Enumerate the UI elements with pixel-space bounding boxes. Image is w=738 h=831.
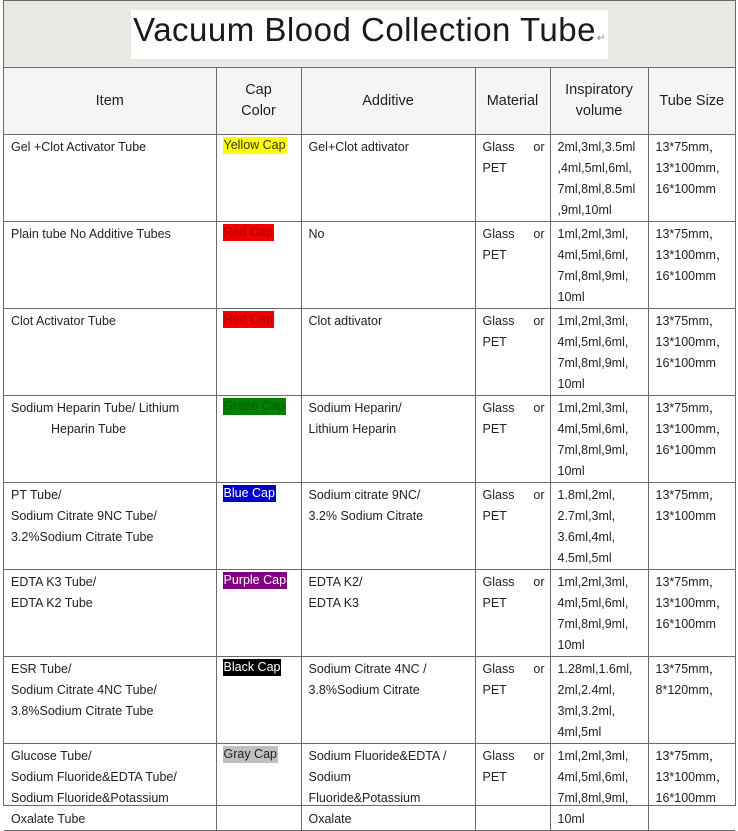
material-line: Glass <box>482 575 515 589</box>
cap-color-badge: Red Cap <box>223 225 273 239</box>
volume-cell-line: 7ml,8ml,9ml, <box>557 269 629 283</box>
cap-color-badge: Blue Cap <box>223 486 275 500</box>
material-line: PET <box>482 248 507 262</box>
material-line: or <box>533 227 545 241</box>
table-row <box>4 570 735 657</box>
additive-cell-line: Sodium Citrate 4NC / <box>308 662 427 676</box>
volume-cell-line: ,4ml,5ml,6ml, <box>557 161 632 175</box>
item-cell <box>4 309 216 396</box>
item-cell <box>4 222 216 309</box>
page-title-text: Vacuum Blood Collection Tube <box>133 10 596 48</box>
item-cell-line: Oxalate Tube <box>11 812 86 826</box>
product-table-sheet <box>3 0 736 826</box>
item-cell-line: ESR Tube/ <box>11 662 72 676</box>
tube-table <box>4 68 735 831</box>
material-cell <box>475 135 550 222</box>
volume-cell-line: 10ml <box>557 464 585 478</box>
material-cell <box>475 309 550 396</box>
item-cell-line: PT Tube/ <box>11 488 62 502</box>
header-additive: Additive <box>301 68 475 135</box>
additive-cell <box>301 483 475 570</box>
material-cell <box>475 483 550 570</box>
tube-size-cell-line: 13*75mm， <box>655 401 722 415</box>
item-cell-line: 3.8%Sodium Citrate Tube <box>11 704 154 718</box>
material-line: or <box>533 140 545 154</box>
volume-cell-line: 7ml,8ml,9ml, <box>557 791 629 805</box>
item-cell-line: 3.2%Sodium Citrate Tube <box>11 530 154 544</box>
tube-size-cell-line: 13*100mm， <box>655 248 729 262</box>
material-line: PET <box>482 509 507 523</box>
material-line: or <box>533 488 545 502</box>
volume-cell-line: 10ml <box>557 290 585 304</box>
additive-cell-line: EDTA K2/ <box>308 575 363 589</box>
volume-cell <box>550 309 648 396</box>
additive-cell-line: Oxalate <box>308 812 352 826</box>
table-row <box>4 483 735 570</box>
cap-color-cell <box>216 135 301 222</box>
material-line: Glass <box>482 401 515 415</box>
tube-size-cell-line: 16*100mm <box>655 443 716 457</box>
tube-size-cell-line: 16*100mm <box>655 791 716 805</box>
tube-size-cell-line: 13*100mm, <box>655 161 720 175</box>
item-cell-line: Sodium Fluoride&Potassium <box>11 791 169 805</box>
cap-color-cell <box>216 396 301 483</box>
tube-size-cell-line: 16*100mm <box>655 182 716 196</box>
cap-color-badge: Purple Cap <box>223 573 287 587</box>
tube-size-cell-line: 16*100mm <box>655 356 716 370</box>
material-line: or <box>533 749 545 763</box>
item-cell-line: EDTA K2 Tube <box>11 596 93 610</box>
volume-cell <box>550 135 648 222</box>
cap-color-badge: Gray Cap <box>223 747 277 761</box>
table-row <box>4 657 735 744</box>
additive-cell-line: Fluoride&Potassium <box>308 791 421 805</box>
cap-color-cell <box>216 657 301 744</box>
additive-cell-line: Sodium <box>308 770 351 784</box>
volume-cell-line: 7ml,8ml,9ml, <box>557 617 629 631</box>
volume-cell-line: 1ml,2ml,3ml, <box>557 401 629 415</box>
tube-size-cell-line: 16*100mm <box>655 617 716 631</box>
volume-cell-line: 4ml,5ml,6ml, <box>557 596 629 610</box>
item-cell-line: Sodium Fluoride&EDTA Tube/ <box>11 770 177 784</box>
material-cell <box>475 396 550 483</box>
item-cell-line: Glucose Tube/ <box>11 749 92 763</box>
material-line: PET <box>482 335 507 349</box>
tube-size-cell-line: 8*120mm， <box>655 683 722 697</box>
cap-color-cell <box>216 570 301 657</box>
tube-size-cell-line: 13*75mm， <box>655 488 722 502</box>
tube-size-cell-line: 13*100mm <box>655 509 716 523</box>
volume-cell <box>550 222 648 309</box>
volume-cell <box>550 657 648 744</box>
volume-cell-line: 4ml,5ml,6ml, <box>557 770 629 784</box>
additive-cell-line: Sodium Fluoride&EDTA / <box>308 749 447 763</box>
tube-size-cell-line: 13*100mm， <box>655 770 729 784</box>
volume-cell-line: 10ml <box>557 377 585 391</box>
cap-color-cell <box>216 744 301 831</box>
tube-size-cell <box>648 222 735 309</box>
additive-cell-line: Lithium Heparin <box>308 422 397 436</box>
tube-size-cell <box>648 396 735 483</box>
material-line: PET <box>482 770 507 784</box>
item-cell-line: Sodium Citrate 9NC Tube/ <box>11 509 157 523</box>
additive-cell-line: 3.2% Sodium Citrate <box>308 509 424 523</box>
volume-cell-line: 2ml,2.4ml, <box>557 683 616 697</box>
additive-cell-line: No <box>308 227 325 241</box>
material-line: Glass <box>482 488 515 502</box>
material-line: or <box>533 662 545 676</box>
material-line: PET <box>482 422 507 436</box>
additive-cell <box>301 570 475 657</box>
paragraph-mark-icon: ↵ <box>596 32 606 44</box>
item-cell <box>4 483 216 570</box>
material-line: Glass <box>482 314 515 328</box>
item-cell <box>4 744 216 831</box>
additive-cell-line: Sodium citrate 9NC/ <box>308 488 421 502</box>
volume-cell-line: 4ml,5ml,6ml, <box>557 248 629 262</box>
tube-size-cell-line: 13*100mm， <box>655 335 729 349</box>
tube-size-cell <box>648 744 735 831</box>
volume-cell-line: 3ml,3.2ml, <box>557 704 616 718</box>
header-volume: Inspiratory volume <box>550 68 648 135</box>
tube-size-cell-line: 13*100mm， <box>655 422 729 436</box>
material-cell <box>475 222 550 309</box>
tube-size-cell <box>648 135 735 222</box>
additive-cell <box>301 309 475 396</box>
volume-cell-line: 1ml,2ml,3ml, <box>557 749 629 763</box>
volume-cell-line: 7ml,8ml,9ml, <box>557 356 629 370</box>
volume-cell-line: 3.6ml,4ml, <box>557 530 616 544</box>
item-cell-line: Heparin Tube <box>51 422 127 436</box>
header-item: Item <box>4 68 216 135</box>
tube-size-cell-line: 16*100mm <box>655 269 716 283</box>
tube-size-cell-line: 13*75mm， <box>655 749 722 763</box>
volume-cell-line: 7ml,8ml,9ml, <box>557 443 629 457</box>
cap-color-cell <box>216 483 301 570</box>
item-cell-line: Sodium Heparin Tube/ Lithium <box>11 401 180 415</box>
additive-cell-line: EDTA K3 <box>308 596 359 610</box>
cap-color-badge: Green Cap <box>223 399 285 413</box>
table-header-row <box>4 68 735 135</box>
volume-cell-line: 2.7ml,3ml, <box>557 509 616 523</box>
additive-cell-line: Gel+Clot adtivator <box>308 140 409 154</box>
tube-size-cell <box>648 483 735 570</box>
material-line: or <box>533 575 545 589</box>
tube-size-cell-line: 13*100mm， <box>655 596 729 610</box>
material-line: Glass <box>482 227 515 241</box>
volume-cell-line: 10ml <box>557 638 585 652</box>
tube-size-cell-line: 13*75mm， <box>655 662 722 676</box>
cap-color-cell <box>216 222 301 309</box>
item-cell <box>4 657 216 744</box>
header-cap-color: Cap Color <box>216 68 301 135</box>
tube-size-cell-line: 13*75mm， <box>655 314 722 328</box>
material-line: PET <box>482 161 507 175</box>
volume-cell-line: 1ml,2ml,3ml, <box>557 314 629 328</box>
cap-color-badge: Red Cap <box>223 312 273 326</box>
additive-cell <box>301 222 475 309</box>
additive-cell-line: Sodium Heparin/ <box>308 401 402 415</box>
additive-cell <box>301 657 475 744</box>
material-line: Glass <box>482 749 515 763</box>
material-line: or <box>533 314 545 328</box>
volume-cell-line: 1.28ml,1.6ml, <box>557 662 633 676</box>
volume-cell <box>550 570 648 657</box>
additive-cell <box>301 744 475 831</box>
material-line: or <box>533 401 545 415</box>
table-row <box>4 744 735 831</box>
additive-cell-line: 3.8%Sodium Citrate <box>308 683 420 697</box>
tube-size-cell <box>648 570 735 657</box>
volume-cell-line: ,9ml,10ml <box>557 203 612 217</box>
table-row <box>4 222 735 309</box>
tube-size-cell-line: 13*75mm， <box>655 227 722 241</box>
additive-cell <box>301 396 475 483</box>
title-bar <box>4 1 735 68</box>
volume-cell-line: 1ml,2ml,3ml, <box>557 227 629 241</box>
header-material: Material <box>475 68 550 135</box>
material-line: Glass <box>482 662 515 676</box>
volume-cell-line: 7ml,8ml,8.5ml <box>557 182 636 196</box>
material-line: PET <box>482 683 507 697</box>
volume-cell-line: 4ml,5ml,6ml, <box>557 335 629 349</box>
volume-cell-line: 10ml <box>557 812 585 826</box>
volume-cell <box>550 396 648 483</box>
item-cell-line: Gel +Clot Activator Tube <box>11 140 147 154</box>
page-title <box>131 10 608 59</box>
volume-cell-line: 4ml,5ml <box>557 725 602 739</box>
item-cell-line: Plain tube No Additive Tubes <box>11 227 171 241</box>
cap-color-badge: Yellow Cap <box>223 138 286 152</box>
table-row <box>4 309 735 396</box>
volume-cell-line: 4.5ml,5ml <box>557 551 612 565</box>
volume-cell-line: 1.8ml,2ml, <box>557 488 616 502</box>
volume-cell <box>550 483 648 570</box>
item-cell-line: EDTA K3 Tube/ <box>11 575 97 589</box>
item-cell <box>4 396 216 483</box>
table-row <box>4 396 735 483</box>
item-cell-line: Clot Activator Tube <box>11 314 116 328</box>
volume-cell-line: 1ml,2ml,3ml, <box>557 575 629 589</box>
tube-size-cell <box>648 309 735 396</box>
cap-color-badge: Black Cap <box>223 660 281 674</box>
volume-cell-line: 2ml,3ml,3.5ml <box>557 140 636 154</box>
volume-cell <box>550 744 648 831</box>
table-row <box>4 135 735 222</box>
tube-size-cell-line: 13*75mm， <box>655 575 722 589</box>
material-line: Glass <box>482 140 515 154</box>
header-tube-size: Tube Size <box>648 68 735 135</box>
item-cell <box>4 135 216 222</box>
material-cell <box>475 657 550 744</box>
additive-cell-line: Clot adtivator <box>308 314 383 328</box>
item-cell-line: Sodium Citrate 4NC Tube/ <box>11 683 157 697</box>
cap-color-cell <box>216 309 301 396</box>
additive-cell <box>301 135 475 222</box>
material-cell <box>475 570 550 657</box>
material-cell <box>475 744 550 831</box>
material-line: PET <box>482 596 507 610</box>
tube-size-cell <box>648 657 735 744</box>
item-cell <box>4 570 216 657</box>
tube-size-cell-line: 13*75mm， <box>655 140 722 154</box>
volume-cell-line: 4ml,5ml,6ml, <box>557 422 629 436</box>
